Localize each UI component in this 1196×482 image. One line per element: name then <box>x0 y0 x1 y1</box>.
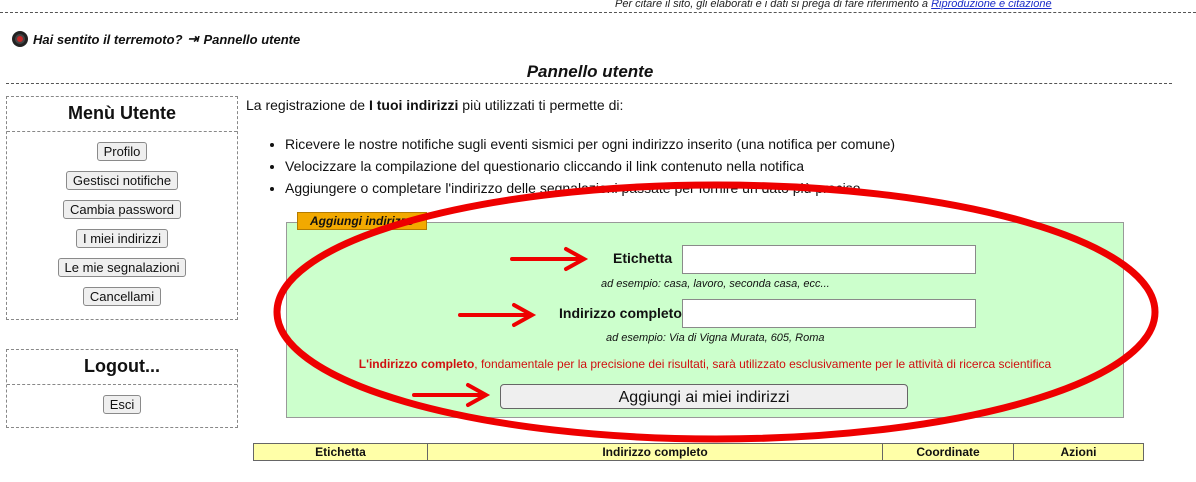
table-header-row <box>254 444 1144 461</box>
citation-text: Per citare il sito, gli elaborati e i dati si prega di fare riferimento a <box>615 0 929 10</box>
list-item: • Velocizzare la compilazione del questionario cliccando il link contenuto nella notifica <box>285 155 895 177</box>
logout-box <box>6 349 238 428</box>
site-logo-icon[interactable] <box>12 31 28 47</box>
page-title: Pannello utente <box>526 62 654 81</box>
column-actions: Azioni <box>1014 444 1144 461</box>
label-hint: ad esempio: casa, lavoro, seconda casa, ecc... <box>601 278 830 290</box>
column-coordinates: Coordinate <box>883 444 1014 461</box>
citation-link[interactable]: Riproduzione e citazione <box>931 0 1052 10</box>
label-input[interactable] <box>682 245 976 274</box>
user-menu-title: Menù Utente <box>7 97 237 132</box>
logout-title: Logout... <box>7 350 237 385</box>
breadcrumb-home[interactable]: Hai sentito il terremoto? <box>33 31 183 47</box>
address-field-label: Indirizzo completo <box>559 305 682 321</box>
intro-after: più utilizzati ti permette di: <box>458 97 624 113</box>
breadcrumb-current: Pannello utente <box>203 31 301 47</box>
address-input[interactable] <box>682 299 976 328</box>
address-hint: ad esempio: Via di Vigna Murata, 605, Roma <box>606 332 825 344</box>
delete-account-button[interactable]: Cancellami <box>83 287 161 306</box>
my-reports-button[interactable]: Le mie segnalazioni <box>58 258 187 277</box>
column-address: Indirizzo completo <box>428 444 883 461</box>
intro-strong: I tuoi indirizzi <box>368 97 459 113</box>
label-field-label: Etichetta <box>613 250 673 266</box>
logout-button[interactable]: Esci <box>103 395 142 414</box>
intro-before: La registrazione de <box>246 97 369 113</box>
manage-notifications-button[interactable]: Gestisci notifiche <box>66 171 178 190</box>
my-addresses-button[interactable]: I miei indirizzi <box>76 229 168 248</box>
add-address-button[interactable]: Aggiungi ai miei indirizzi <box>500 384 908 409</box>
benefits-list <box>266 133 895 199</box>
warning-rest: , fondamentale per la precisione dei risultati, sarà utilizzato esclusivamente per le attività di ricerca scientifica <box>474 357 1052 371</box>
breadcrumb <box>12 31 300 47</box>
intro-text <box>246 97 623 113</box>
citation-bar <box>0 0 1196 13</box>
warning-bold: L'indirizzo completo <box>358 357 475 371</box>
privacy-warning <box>286 357 1124 371</box>
profile-button[interactable]: Profilo <box>97 142 148 161</box>
column-label: Etichetta <box>254 444 428 461</box>
title-divider <box>6 83 1172 84</box>
list-item: • Ricevere le nostre notifiche sugli eventi sismici per ogni indirizzo inserito (una notifica per comune) <box>285 133 895 155</box>
citation-note <box>615 0 1052 10</box>
change-password-button[interactable]: Cambia password <box>63 200 181 219</box>
list-item: • Aggiungere o completare l'indirizzo delle segnalazioni passate per fornire un dato più preciso <box>285 177 895 199</box>
addresses-table <box>253 443 1144 461</box>
breadcrumb-arrow-icon: ⇥ <box>187 31 199 46</box>
form-legend: Aggiungi indirizzo <box>297 212 427 230</box>
user-menu <box>6 96 238 320</box>
